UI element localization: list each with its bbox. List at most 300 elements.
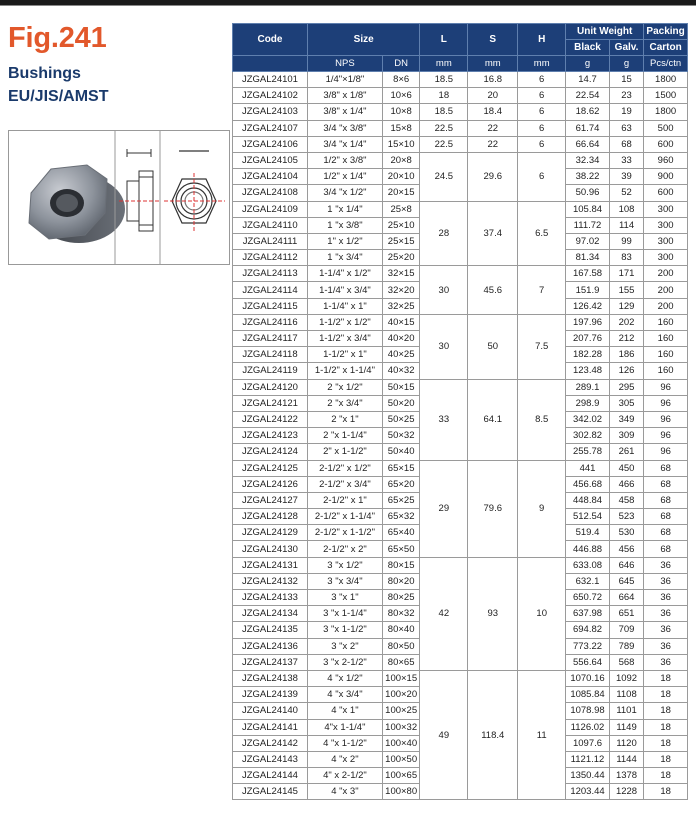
galv-weight-cell: 450 — [609, 460, 643, 476]
code-cell: JZGAL24116 — [233, 314, 308, 330]
dn-cell: 20×8 — [382, 152, 419, 168]
dn-cell: 80×32 — [382, 606, 419, 622]
bushing-product-photo-and-drawing-icon — [9, 131, 229, 264]
galv-weight-cell: 155 — [609, 282, 643, 298]
galv-weight-cell: 1228 — [609, 784, 643, 800]
black-weight-cell: 18.62 — [566, 104, 610, 120]
code-cell: JZGAL24103 — [233, 104, 308, 120]
h-cell: 6 — [518, 152, 566, 201]
h-cell: 6 — [518, 136, 566, 152]
galv-weight-cell: 15 — [609, 72, 643, 88]
carton-cell: 160 — [644, 331, 688, 347]
carton-cell: 18 — [644, 670, 688, 686]
l-cell: 30 — [420, 266, 468, 315]
carton-cell: 960 — [644, 152, 688, 168]
galv-weight-cell: 1144 — [609, 751, 643, 767]
carton-cell: 200 — [644, 282, 688, 298]
nps-cell: 4 "x 3/4" — [307, 687, 382, 703]
black-weight-cell: 32.34 — [566, 152, 610, 168]
dn-cell: 40×32 — [382, 363, 419, 379]
carton-cell: 18 — [644, 768, 688, 784]
header-carton: Carton — [644, 40, 688, 56]
carton-cell: 68 — [644, 541, 688, 557]
s-cell: 29.6 — [468, 152, 518, 201]
carton-cell: 36 — [644, 573, 688, 589]
header-unit-galv: g — [609, 56, 643, 72]
black-weight-cell: 512.54 — [566, 509, 610, 525]
nps-cell: 1" x 1/2" — [307, 233, 382, 249]
code-cell: JZGAL24130 — [233, 541, 308, 557]
s-cell: 118.4 — [468, 670, 518, 800]
carton-cell: 300 — [644, 217, 688, 233]
nps-cell: 1-1/4" x 1" — [307, 298, 382, 314]
h-cell: 10 — [518, 557, 566, 670]
h-cell: 8.5 — [518, 379, 566, 460]
nps-cell: 1/4"×1/8" — [307, 72, 382, 88]
nps-cell: 1-1/4" x 3/4" — [307, 282, 382, 298]
carton-cell: 36 — [644, 638, 688, 654]
nps-cell: 1 "x 3/4" — [307, 250, 382, 266]
dn-cell: 80×25 — [382, 590, 419, 606]
carton-cell: 160 — [644, 363, 688, 379]
galv-weight-cell: 39 — [609, 169, 643, 185]
code-cell: JZGAL24126 — [233, 476, 308, 492]
galv-weight-cell: 83 — [609, 250, 643, 266]
dn-cell: 50×25 — [382, 411, 419, 427]
code-cell: JZGAL24113 — [233, 266, 308, 282]
black-weight-cell: 182.28 — [566, 347, 610, 363]
code-cell: JZGAL24143 — [233, 751, 308, 767]
dn-cell: 100×65 — [382, 768, 419, 784]
header-unit-L: mm — [420, 56, 468, 72]
galv-weight-cell: 129 — [609, 298, 643, 314]
dn-cell: 80×40 — [382, 622, 419, 638]
code-cell: JZGAL24137 — [233, 654, 308, 670]
l-cell: 18.5 — [420, 104, 468, 120]
code-cell: JZGAL24135 — [233, 622, 308, 638]
dn-cell: 32×20 — [382, 282, 419, 298]
dn-cell: 25×8 — [382, 201, 419, 217]
code-cell: JZGAL24115 — [233, 298, 308, 314]
nps-cell: 1/2" x 3/8" — [307, 152, 382, 168]
dn-cell: 50×32 — [382, 428, 419, 444]
carton-cell: 68 — [644, 476, 688, 492]
black-weight-cell: 342.02 — [566, 411, 610, 427]
black-weight-cell: 1078.98 — [566, 703, 610, 719]
galv-weight-cell: 530 — [609, 525, 643, 541]
dn-cell: 10×8 — [382, 104, 419, 120]
nps-cell: 2" x 1-1/2" — [307, 444, 382, 460]
nps-cell: 2-1/2" x 1-1/4" — [307, 509, 382, 525]
code-cell: JZGAL24128 — [233, 509, 308, 525]
standards-label: EU/JIS/AMST — [8, 88, 109, 105]
carton-cell: 36 — [644, 590, 688, 606]
black-weight-cell: 255.78 — [566, 444, 610, 460]
carton-cell: 1800 — [644, 104, 688, 120]
s-cell: 93 — [468, 557, 518, 670]
figure-number: Fig.241 — [8, 22, 107, 54]
galv-weight-cell: 186 — [609, 347, 643, 363]
code-cell: JZGAL24129 — [233, 525, 308, 541]
galv-weight-cell: 664 — [609, 590, 643, 606]
table-row — [233, 557, 688, 573]
header-code: Code — [233, 24, 308, 56]
dn-cell: 65×40 — [382, 525, 419, 541]
carton-cell: 96 — [644, 379, 688, 395]
code-cell: JZGAL24108 — [233, 185, 308, 201]
table-row — [233, 379, 688, 395]
galv-weight-cell: 1101 — [609, 703, 643, 719]
nps-cell: 2-1/2" x 1-1/2" — [307, 525, 382, 541]
galv-weight-cell: 99 — [609, 233, 643, 249]
nps-cell: 3/4 "x 1/2" — [307, 185, 382, 201]
galv-weight-cell: 789 — [609, 638, 643, 654]
carton-cell: 68 — [644, 525, 688, 541]
header-H: H — [518, 24, 566, 56]
galv-weight-cell: 349 — [609, 411, 643, 427]
black-weight-cell: 1121.12 — [566, 751, 610, 767]
galv-weight-cell: 261 — [609, 444, 643, 460]
dn-cell: 25×10 — [382, 217, 419, 233]
nps-cell: 2-1/2" x 2" — [307, 541, 382, 557]
dn-cell: 8×6 — [382, 72, 419, 88]
h-cell: 6 — [518, 104, 566, 120]
h-cell: 6 — [518, 88, 566, 104]
galv-weight-cell: 1108 — [609, 687, 643, 703]
black-weight-cell: 441 — [566, 460, 610, 476]
code-cell: JZGAL24133 — [233, 590, 308, 606]
black-weight-cell: 448.84 — [566, 492, 610, 508]
code-cell: JZGAL24111 — [233, 233, 308, 249]
nps-cell: 3 "x 1" — [307, 590, 382, 606]
dn-cell: 100×50 — [382, 751, 419, 767]
dn-cell: 100×15 — [382, 670, 419, 686]
dn-cell: 65×20 — [382, 476, 419, 492]
galv-weight-cell: 1149 — [609, 719, 643, 735]
carton-cell: 300 — [644, 233, 688, 249]
header-galv: Galv. — [609, 40, 643, 56]
carton-cell: 36 — [644, 557, 688, 573]
nps-cell: 3 "x 1-1/2" — [307, 622, 382, 638]
l-cell: 18 — [420, 88, 468, 104]
galv-weight-cell: 126 — [609, 363, 643, 379]
black-weight-cell: 22.54 — [566, 88, 610, 104]
galv-weight-cell: 212 — [609, 331, 643, 347]
galv-weight-cell: 1092 — [609, 670, 643, 686]
bushings-spec-table — [232, 23, 688, 800]
table-row — [233, 266, 688, 282]
dn-cell: 80×15 — [382, 557, 419, 573]
code-cell: JZGAL24144 — [233, 768, 308, 784]
carton-cell: 18 — [644, 784, 688, 800]
header-blank — [233, 56, 308, 72]
black-weight-cell: 1350.44 — [566, 768, 610, 784]
nps-cell: 2-1/2" x 1" — [307, 492, 382, 508]
table-row — [233, 460, 688, 476]
h-cell: 7.5 — [518, 314, 566, 379]
galv-weight-cell: 646 — [609, 557, 643, 573]
carton-cell: 18 — [644, 751, 688, 767]
carton-cell: 200 — [644, 298, 688, 314]
code-cell: JZGAL24121 — [233, 395, 308, 411]
black-weight-cell: 556.64 — [566, 654, 610, 670]
nps-cell: 1 "x 1/4" — [307, 201, 382, 217]
carton-cell: 36 — [644, 622, 688, 638]
galv-weight-cell: 108 — [609, 201, 643, 217]
carton-cell: 96 — [644, 444, 688, 460]
nps-cell: 3 "x 2" — [307, 638, 382, 654]
nps-cell: 1/2" x 1/4" — [307, 169, 382, 185]
code-cell: JZGAL24106 — [233, 136, 308, 152]
dn-cell: 100×25 — [382, 703, 419, 719]
code-cell: JZGAL24120 — [233, 379, 308, 395]
dn-cell: 65×50 — [382, 541, 419, 557]
galv-weight-cell: 709 — [609, 622, 643, 638]
code-cell: JZGAL24114 — [233, 282, 308, 298]
galv-weight-cell: 33 — [609, 152, 643, 168]
carton-cell: 18 — [644, 735, 688, 751]
l-cell: 29 — [420, 460, 468, 557]
table-row — [233, 120, 688, 136]
galv-weight-cell: 1120 — [609, 735, 643, 751]
dn-cell: 100×20 — [382, 687, 419, 703]
dn-cell: 15×10 — [382, 136, 419, 152]
s-cell: 20 — [468, 88, 518, 104]
black-weight-cell: 519.4 — [566, 525, 610, 541]
black-weight-cell: 1097.6 — [566, 735, 610, 751]
header-dn: DN — [382, 56, 419, 72]
code-cell: JZGAL24112 — [233, 250, 308, 266]
dn-cell: 80×50 — [382, 638, 419, 654]
black-weight-cell: 81.34 — [566, 250, 610, 266]
carton-cell: 600 — [644, 136, 688, 152]
dn-cell: 65×32 — [382, 509, 419, 525]
black-weight-cell: 167.58 — [566, 266, 610, 282]
nps-cell: 2 "x 1-1/4" — [307, 428, 382, 444]
galv-weight-cell: 114 — [609, 217, 643, 233]
nps-cell: 4 "x 1-1/2" — [307, 735, 382, 751]
code-cell: JZGAL24101 — [233, 72, 308, 88]
code-cell: JZGAL24136 — [233, 638, 308, 654]
header-unit-carton: Pcs/ctn — [644, 56, 688, 72]
black-weight-cell: 289.1 — [566, 379, 610, 395]
l-cell: 28 — [420, 201, 468, 266]
carton-cell: 18 — [644, 719, 688, 735]
carton-cell: 200 — [644, 266, 688, 282]
code-cell: JZGAL24139 — [233, 687, 308, 703]
dn-cell: 32×25 — [382, 298, 419, 314]
galv-weight-cell: 466 — [609, 476, 643, 492]
carton-cell: 160 — [644, 314, 688, 330]
black-weight-cell: 207.76 — [566, 331, 610, 347]
code-cell: JZGAL24125 — [233, 460, 308, 476]
black-weight-cell: 123.48 — [566, 363, 610, 379]
header-black: Black — [566, 40, 610, 56]
black-weight-cell: 632.1 — [566, 573, 610, 589]
nps-cell: 4 "x 1" — [307, 703, 382, 719]
carton-cell: 1800 — [644, 72, 688, 88]
galv-weight-cell: 309 — [609, 428, 643, 444]
l-cell: 18.5 — [420, 72, 468, 88]
table-body — [233, 72, 688, 800]
dn-cell: 10×6 — [382, 88, 419, 104]
code-cell: JZGAL24118 — [233, 347, 308, 363]
nps-cell: 3/4 "x 3/8" — [307, 120, 382, 136]
header-nps: NPS — [307, 56, 382, 72]
nps-cell: 1-1/2" x 1/2" — [307, 314, 382, 330]
carton-cell: 96 — [644, 428, 688, 444]
nps-cell: 1-1/2" x 1" — [307, 347, 382, 363]
l-cell: 30 — [420, 314, 468, 379]
nps-cell: 1-1/4" x 1/2" — [307, 266, 382, 282]
black-weight-cell: 66.64 — [566, 136, 610, 152]
code-cell: JZGAL24104 — [233, 169, 308, 185]
dn-cell: 80×20 — [382, 573, 419, 589]
dn-cell: 50×40 — [382, 444, 419, 460]
header-unit-H: mm — [518, 56, 566, 72]
black-weight-cell: 197.96 — [566, 314, 610, 330]
table-row — [233, 201, 688, 217]
dn-cell: 40×20 — [382, 331, 419, 347]
galv-weight-cell: 52 — [609, 185, 643, 201]
galv-weight-cell: 568 — [609, 654, 643, 670]
nps-cell: 2 "x 1" — [307, 411, 382, 427]
carton-cell: 500 — [644, 120, 688, 136]
nps-cell: 4 "x 3" — [307, 784, 382, 800]
l-cell: 22.5 — [420, 120, 468, 136]
nps-cell: 3 "x 1-1/4" — [307, 606, 382, 622]
code-cell: JZGAL24110 — [233, 217, 308, 233]
l-cell: 42 — [420, 557, 468, 670]
nps-cell: 1 "x 3/8" — [307, 217, 382, 233]
galv-weight-cell: 295 — [609, 379, 643, 395]
nps-cell: 4 "x 1/2" — [307, 670, 382, 686]
dn-cell: 100×40 — [382, 735, 419, 751]
carton-cell: 68 — [644, 460, 688, 476]
code-cell: JZGAL24107 — [233, 120, 308, 136]
dn-cell: 40×25 — [382, 347, 419, 363]
product-image — [8, 130, 230, 265]
s-cell: 22 — [468, 136, 518, 152]
black-weight-cell: 38.22 — [566, 169, 610, 185]
black-weight-cell: 14.7 — [566, 72, 610, 88]
nps-cell: 3 "x 3/4" — [307, 573, 382, 589]
black-weight-cell: 633.08 — [566, 557, 610, 573]
code-cell: JZGAL24141 — [233, 719, 308, 735]
h-cell: 6 — [518, 72, 566, 88]
header-S: S — [468, 24, 518, 56]
carton-cell: 160 — [644, 347, 688, 363]
carton-cell: 68 — [644, 509, 688, 525]
carton-cell: 36 — [644, 606, 688, 622]
carton-cell: 96 — [644, 395, 688, 411]
code-cell: JZGAL24140 — [233, 703, 308, 719]
nps-cell: 2-1/2" x 3/4" — [307, 476, 382, 492]
carton-cell: 300 — [644, 250, 688, 266]
header-L: L — [420, 24, 468, 56]
carton-cell: 18 — [644, 687, 688, 703]
code-cell: JZGAL24109 — [233, 201, 308, 217]
black-weight-cell: 1203.44 — [566, 784, 610, 800]
table-row — [233, 136, 688, 152]
table-row — [233, 88, 688, 104]
nps-cell: 3/8" x 1/8" — [307, 88, 382, 104]
dn-cell: 20×10 — [382, 169, 419, 185]
galv-weight-cell: 19 — [609, 104, 643, 120]
s-cell: 50 — [468, 314, 518, 379]
black-weight-cell: 694.82 — [566, 622, 610, 638]
dn-cell: 100×80 — [382, 784, 419, 800]
s-cell: 37.4 — [468, 201, 518, 266]
s-cell: 45.6 — [468, 266, 518, 315]
dn-cell: 32×15 — [382, 266, 419, 282]
h-cell: 6 — [518, 120, 566, 136]
nps-cell: 4 "x 2" — [307, 751, 382, 767]
l-cell: 22.5 — [420, 136, 468, 152]
s-cell: 79.6 — [468, 460, 518, 557]
galv-weight-cell: 171 — [609, 266, 643, 282]
header-packing: Packing — [644, 24, 688, 40]
code-cell: JZGAL24122 — [233, 411, 308, 427]
galv-weight-cell: 651 — [609, 606, 643, 622]
header-unit-weight: Unit Weight — [566, 24, 644, 40]
dn-cell: 80×65 — [382, 654, 419, 670]
table-row — [233, 314, 688, 330]
nps-cell: 4"x 1-1/4" — [307, 719, 382, 735]
galv-weight-cell: 645 — [609, 573, 643, 589]
galv-weight-cell: 68 — [609, 136, 643, 152]
dn-cell: 20×15 — [382, 185, 419, 201]
nps-cell: 2-1/2" x 1/2" — [307, 460, 382, 476]
dn-cell: 65×25 — [382, 492, 419, 508]
galv-weight-cell: 1378 — [609, 768, 643, 784]
code-cell: JZGAL24124 — [233, 444, 308, 460]
s-cell: 16.8 — [468, 72, 518, 88]
h-cell: 11 — [518, 670, 566, 800]
carton-cell: 68 — [644, 492, 688, 508]
dn-cell: 25×15 — [382, 233, 419, 249]
dn-cell: 50×15 — [382, 379, 419, 395]
nps-cell: 1-1/2" x 3/4" — [307, 331, 382, 347]
table-row — [233, 670, 688, 686]
table-row — [233, 72, 688, 88]
black-weight-cell: 97.02 — [566, 233, 610, 249]
carton-cell: 1500 — [644, 88, 688, 104]
table-row — [233, 104, 688, 120]
galv-weight-cell: 523 — [609, 509, 643, 525]
black-weight-cell: 773.22 — [566, 638, 610, 654]
black-weight-cell: 637.98 — [566, 606, 610, 622]
nps-cell: 4" x 2-1/2" — [307, 768, 382, 784]
galv-weight-cell: 456 — [609, 541, 643, 557]
black-weight-cell: 302.82 — [566, 428, 610, 444]
black-weight-cell: 50.96 — [566, 185, 610, 201]
carton-cell: 600 — [644, 185, 688, 201]
carton-cell: 900 — [644, 169, 688, 185]
code-cell: JZGAL24132 — [233, 573, 308, 589]
galv-weight-cell: 202 — [609, 314, 643, 330]
nps-cell: 3 "x 2-1/2" — [307, 654, 382, 670]
black-weight-cell: 446.88 — [566, 541, 610, 557]
nps-cell: 3 "x 1/2" — [307, 557, 382, 573]
black-weight-cell: 151.9 — [566, 282, 610, 298]
dn-cell: 50×20 — [382, 395, 419, 411]
code-cell: JZGAL24134 — [233, 606, 308, 622]
h-cell: 7 — [518, 266, 566, 315]
galv-weight-cell: 458 — [609, 492, 643, 508]
galv-weight-cell: 305 — [609, 395, 643, 411]
carton-cell: 36 — [644, 654, 688, 670]
